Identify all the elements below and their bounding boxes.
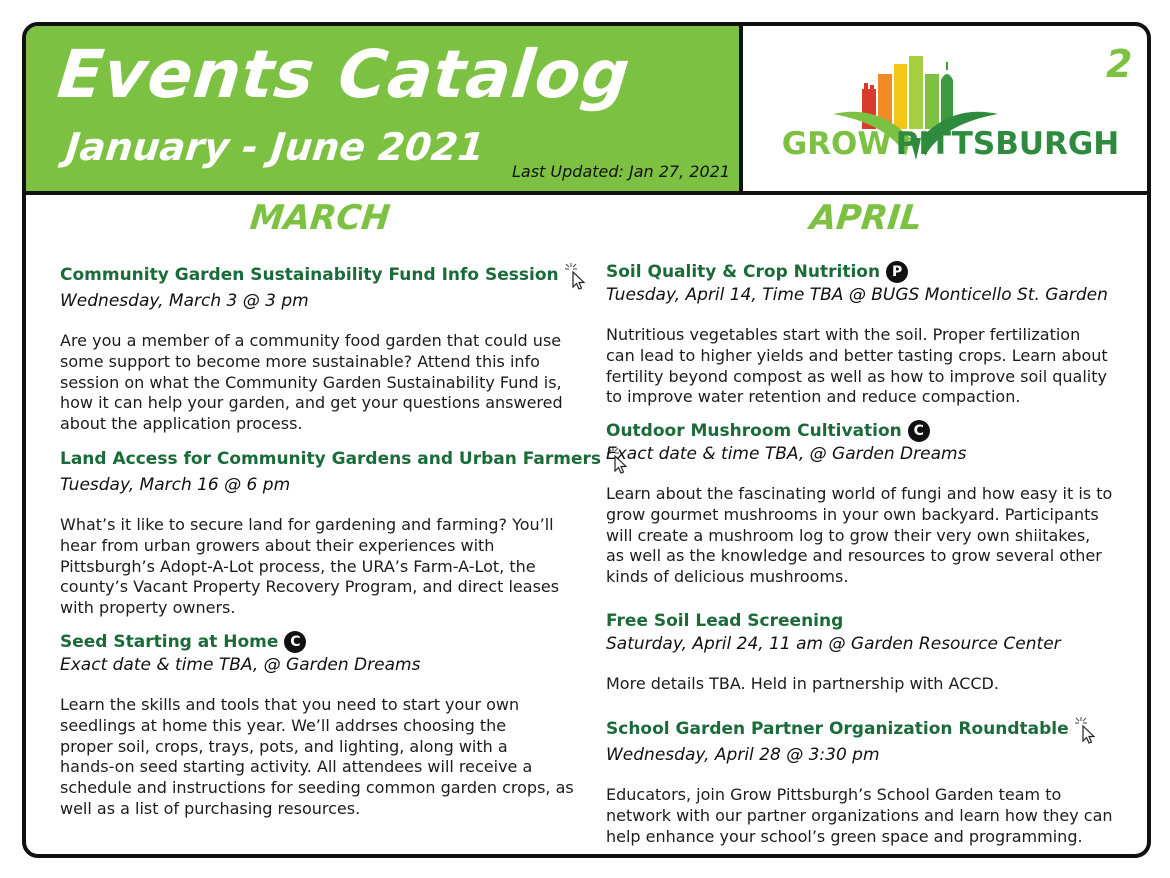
- event-title-text[interactable]: Seed Starting at Home: [60, 632, 279, 652]
- event-date: Saturday, April 24, 11 am @ Garden Resource Center: [606, 634, 1061, 654]
- page-number: 2: [1106, 42, 1133, 86]
- description-line: Learn the skills and tools that you need to start your own: [60, 695, 520, 714]
- description-line: session on what the Community Garden Sustainability Fund is,: [60, 372, 562, 392]
- description-line: county’s Vacant Property Recovery Program, and direct leases: [60, 577, 560, 597]
- description-line: What’s it like to secure land for gardening and farming? You’ll: [60, 515, 554, 534]
- event-title[interactable]: [606, 715, 1097, 743]
- event-description: [606, 325, 1111, 408]
- event-title[interactable]: [60, 631, 306, 653]
- event-title-text[interactable]: School Garden Partner Organization Roundtable: [606, 719, 1069, 739]
- event-date: Tuesday, April 14, Time TBA @ BUGS Monticello St. Garden: [606, 285, 1108, 305]
- event-date: Tuesday, March 16 @ 6 pm: [60, 475, 291, 495]
- description-line: More details TBA. Held in partnership with ACCD.: [606, 674, 999, 693]
- description-line: Educators, join Grow Pittsburgh’s School Garden team to: [606, 785, 1062, 804]
- description-line: grow gourmet mushrooms in your own backyard. Participants: [606, 504, 1099, 524]
- event-description: [60, 515, 565, 619]
- description-line: kinds of delicious mushrooms.: [606, 567, 849, 587]
- event-title-text[interactable]: Soil Quality & Crop Nutrition: [606, 262, 881, 282]
- description-line: schedule and instructions for seeding common garden crops, as: [60, 778, 574, 798]
- click-cursor-icon: [1075, 717, 1097, 745]
- event-description: [60, 331, 565, 435]
- description-line: about the application process.: [60, 414, 303, 434]
- march-column: [60, 198, 601, 818]
- description-line: Pittsburgh’s Adopt-A-Lot process, the URA’s Farm-A-Lot, the: [60, 556, 536, 576]
- event-item: [60, 631, 580, 820]
- description-line: hands-on seed starting activity. All attendees will receive a: [60, 757, 533, 777]
- event-item: [60, 261, 580, 435]
- description-line: well as a list of purchasing resources.: [60, 798, 361, 818]
- description-line: network with our partner organizations and learn how they can: [606, 805, 1113, 825]
- skyline-logo-icon: [778, 56, 1123, 181]
- logo-pittsburgh-text: PITTSBURGH: [895, 126, 1120, 162]
- event-title[interactable]: [60, 261, 587, 289]
- event-title[interactable]: [606, 420, 930, 442]
- description-line: how it can help your garden, and get your questions answered: [60, 393, 563, 413]
- event-item: [606, 261, 1126, 408]
- logo-wordmark: [778, 126, 1123, 162]
- c-badge-icon: C: [908, 420, 930, 442]
- event-item: [606, 610, 1126, 695]
- event-date: Wednesday, March 3 @ 3 pm: [60, 291, 309, 311]
- grow-pittsburgh-logo: [778, 56, 1123, 181]
- header-divider: [26, 191, 1147, 195]
- description-line: with property owners.: [60, 598, 236, 618]
- event-date: Exact date & time TBA, @ Garden Dreams: [60, 655, 421, 675]
- event-description: [606, 674, 1111, 695]
- last-updated-text: Last Updated: Jan 27, 2021: [512, 162, 730, 181]
- event-title-text[interactable]: Free Soil Lead Screening: [606, 611, 844, 631]
- event-item: [606, 715, 1126, 847]
- event-title[interactable]: [606, 610, 843, 632]
- header-banner: [26, 26, 739, 191]
- event-date: Wednesday, April 28 @ 3:30 pm: [606, 745, 880, 765]
- description-line: Nutritious vegetables start with the soil. Proper fertilization: [606, 325, 1081, 344]
- event-title[interactable]: [606, 261, 908, 283]
- event-description: [606, 484, 1111, 588]
- description-line: Are you a member of a community food garden that could use: [60, 331, 562, 350]
- april-column: [606, 198, 1126, 846]
- month-heading-april: APRIL: [808, 198, 924, 238]
- description-line: as well as the knowledge and resources to grow several other: [606, 546, 1102, 566]
- month-heading-march: MARCH: [248, 198, 392, 238]
- description-line: to improve water retention and reduce compaction.: [606, 387, 1021, 407]
- event-item: [606, 420, 1126, 588]
- event-date: Exact date & time TBA, @ Garden Dreams: [606, 444, 967, 464]
- logo-grow-text: GROW: [781, 126, 892, 162]
- event-title-text[interactable]: Land Access for Community Gardens and Urban Farmers: [60, 449, 601, 469]
- c-badge-icon: C: [284, 631, 306, 653]
- catalog-page: [22, 22, 1151, 858]
- description-line: seedlings at home this year. We’ll addrses choosing the: [60, 715, 507, 735]
- description-line: help enhance your school’s green space and programming.: [606, 826, 1083, 846]
- p-badge-icon: P: [886, 261, 908, 283]
- event-item: [60, 445, 601, 619]
- header-divider: [739, 26, 743, 194]
- event-title-text[interactable]: Community Garden Sustainability Fund Info Session: [60, 265, 559, 285]
- description-line: can lead to higher yields and better tasting crops. Learn about: [606, 345, 1108, 365]
- event-title-text[interactable]: Outdoor Mushroom Cultivation: [606, 421, 902, 441]
- event-title[interactable]: [60, 445, 629, 473]
- event-description: [606, 785, 1111, 847]
- description-line: some support to become more sustainable? Attend this info: [60, 351, 540, 371]
- page-subtitle: January - June 2021: [63, 125, 487, 169]
- description-line: proper soil, crops, trays, pots, and lighting, along with a: [60, 736, 508, 756]
- description-line: fertility beyond compost as well as how to improve soil quality: [606, 366, 1107, 386]
- event-description: [60, 695, 574, 820]
- description-line: hear from urban growers about their experiences with: [60, 535, 495, 555]
- description-line: Learn about the fascinating world of fungi and how easy it is to: [606, 484, 1113, 503]
- page-title: Events Catalog: [54, 36, 635, 113]
- click-cursor-icon: [565, 263, 587, 291]
- description-line: will create a mushroom log to grow their very own shiitakes,: [606, 525, 1091, 545]
